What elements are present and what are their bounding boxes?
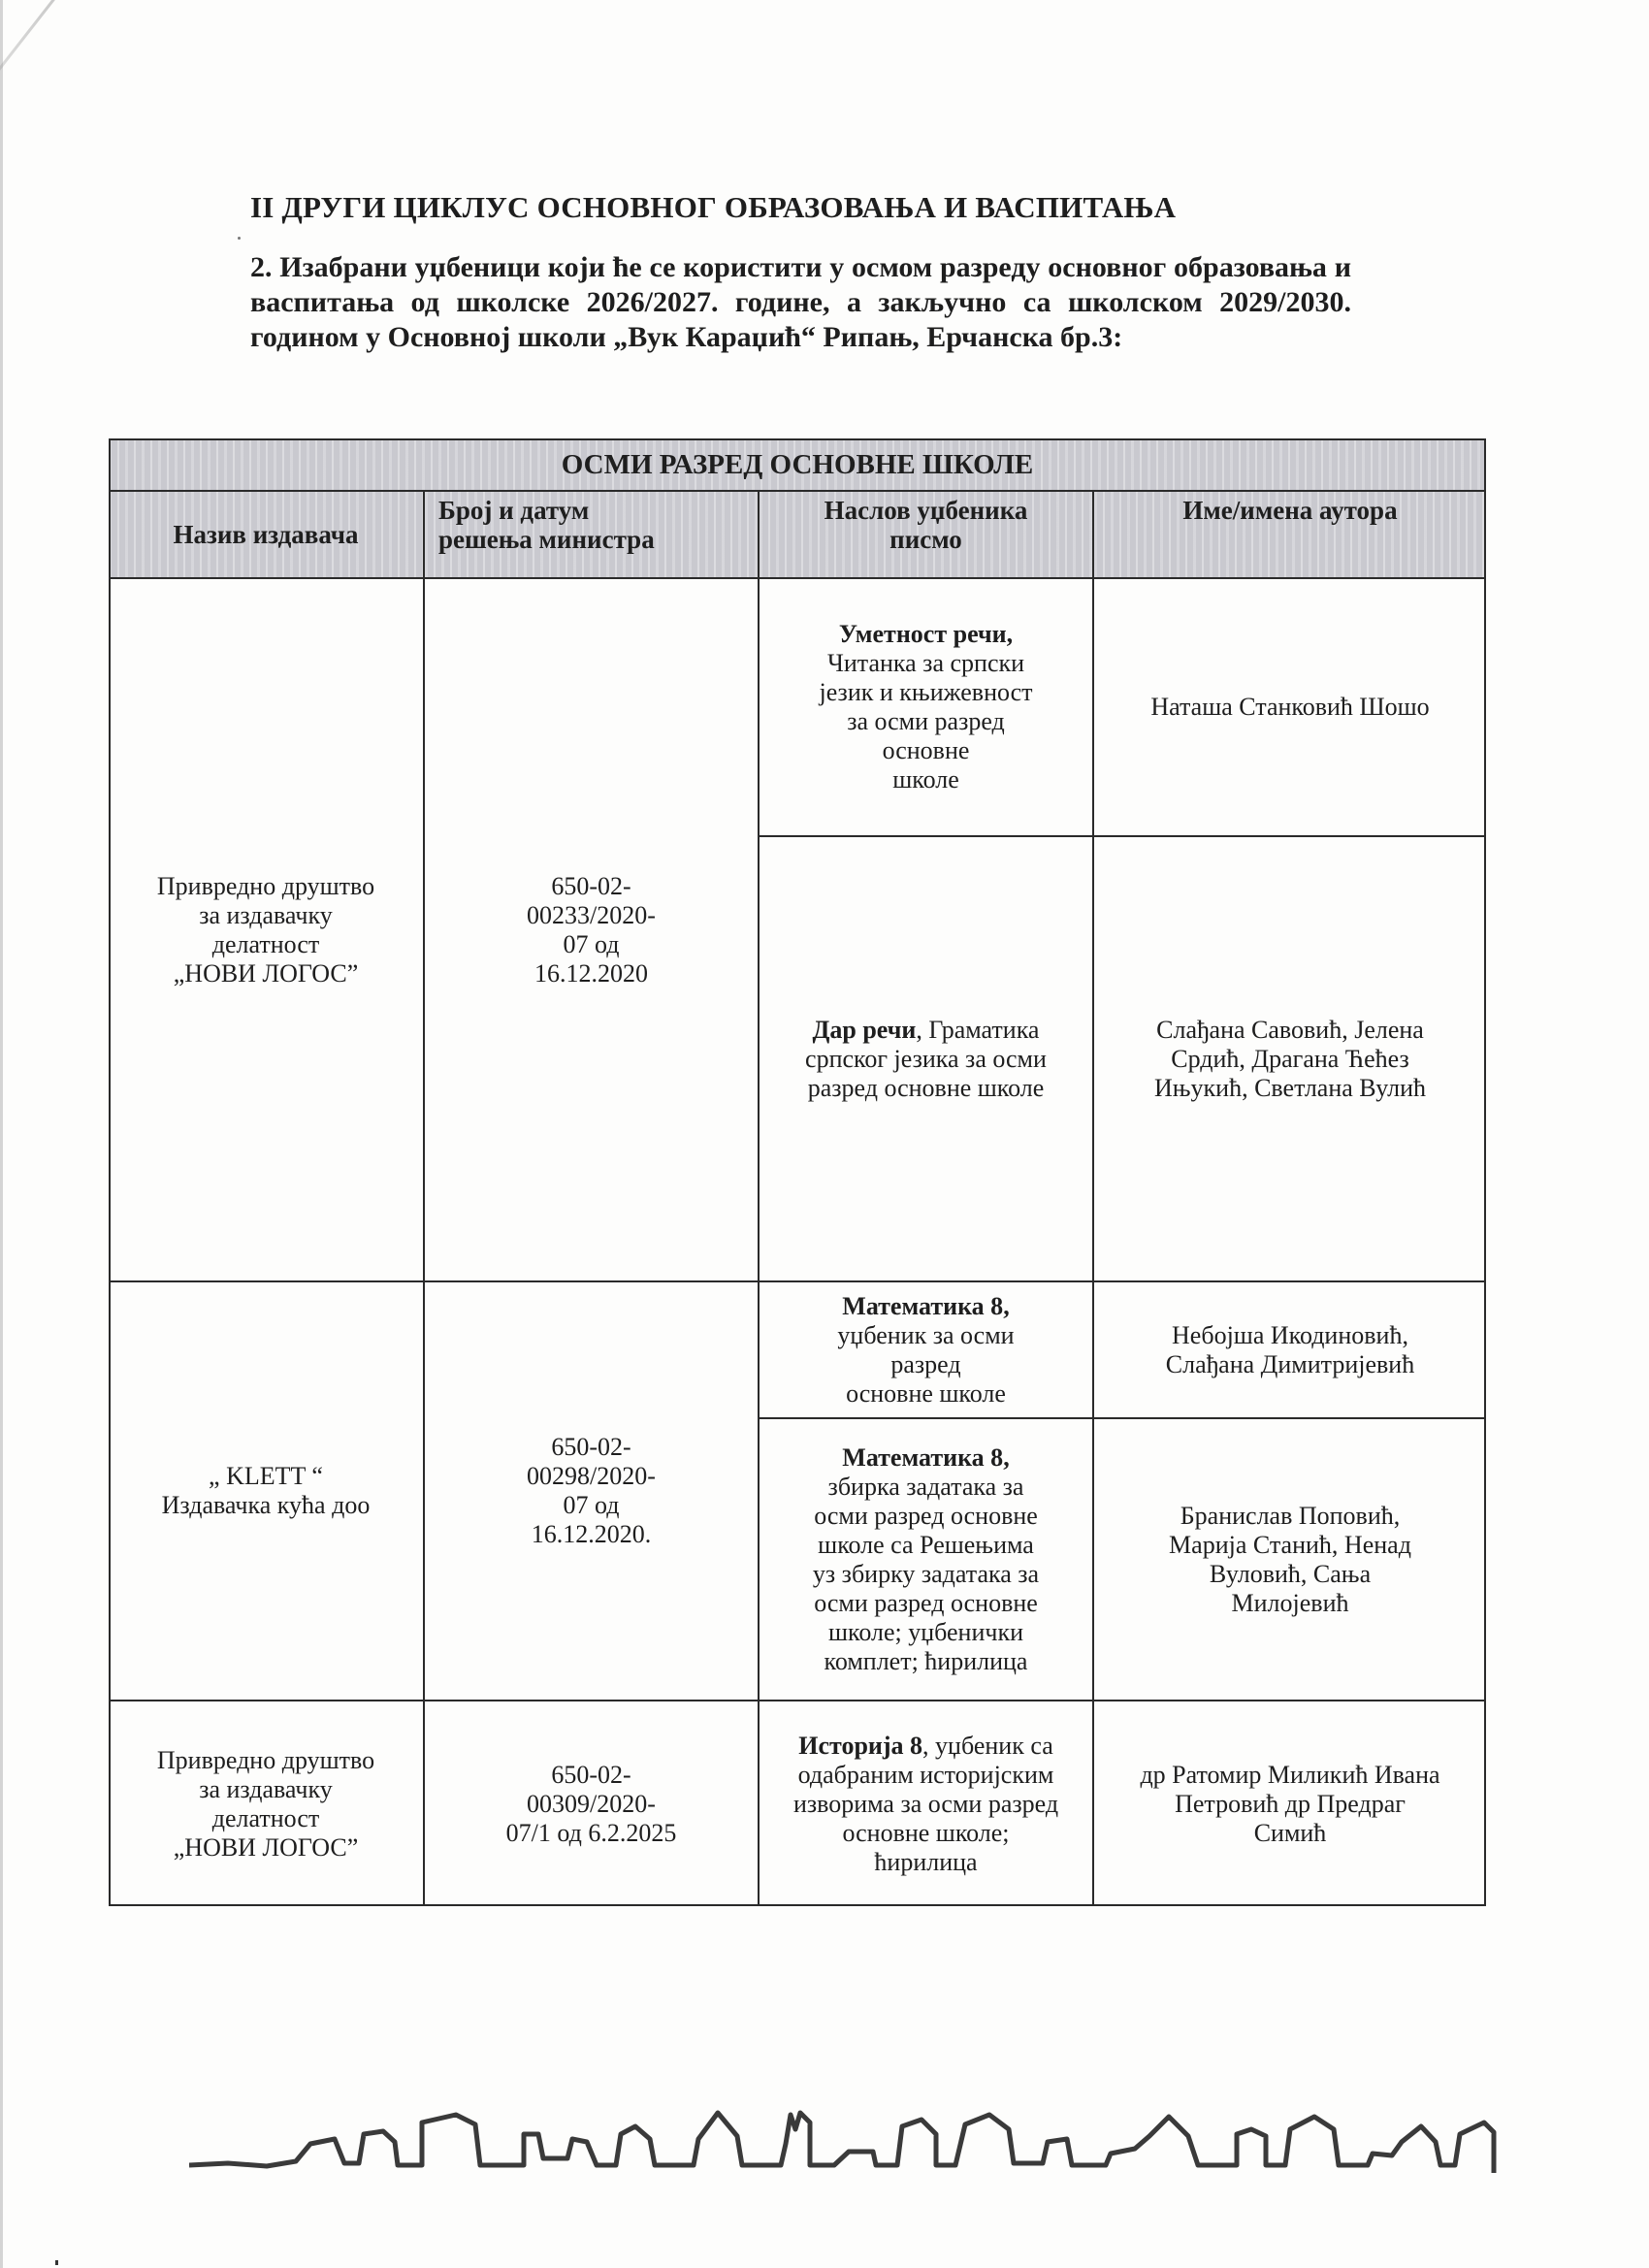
- publisher-line: „НОВИ ЛОГОС”: [173, 958, 359, 988]
- book-line: Читанка за српски: [826, 649, 1025, 677]
- header-publisher: Назив издавача: [109, 492, 425, 579]
- authors-cell: [1094, 1419, 1486, 1701]
- book-title-rest: ,: [1003, 1291, 1010, 1320]
- authors-cell: [1094, 579, 1486, 837]
- publisher-line: Издавачка кућа доо: [161, 1491, 371, 1519]
- book-title: [842, 1292, 1009, 1321]
- book-line: језик и књижевност: [819, 678, 1033, 706]
- publisher-line: за издавачку: [199, 900, 333, 929]
- author-line: Небојша Икодиновић,: [1172, 1320, 1408, 1349]
- book-title-bold: Математика 8: [842, 1291, 1004, 1320]
- book-line: комплет; ћирилица: [824, 1646, 1028, 1675]
- decision-line: 650-02-: [551, 1760, 631, 1789]
- book-cell: [760, 579, 1094, 837]
- book-line: разред основне школе: [807, 1073, 1045, 1102]
- book-line: разред: [890, 1349, 961, 1378]
- book-title-rest: , уџбеник са: [922, 1731, 1053, 1760]
- book-title: [813, 1016, 1040, 1045]
- table-title: ОСМИ РАЗРЕД ОСНОВНЕ ШКОЛЕ: [109, 438, 1486, 492]
- book-title: [839, 620, 1013, 649]
- header-book-line2: писмо: [889, 525, 962, 554]
- decision-line: 16.12.2020: [534, 958, 648, 988]
- book-line: осми разред основне: [814, 1588, 1038, 1617]
- intro-paragraph: 2. Изабрани уџбеници који ће се користити у осмом разреду основног образовања и васпитања од школске 2026/2027. године, а закључно са школском 2029/2030. годином у Основној школи „Вук Караџић“ Рипањ, Ерчанска бр.3:: [250, 251, 1351, 353]
- book-line: основне школе: [846, 1378, 1006, 1408]
- author-line: Симић: [1253, 1818, 1327, 1847]
- book-line: школе са Решењима: [818, 1530, 1034, 1559]
- author-line: Наташа Станковић Шошо: [1150, 693, 1430, 721]
- header-book-line1: Наслов уџбеника: [824, 496, 1028, 525]
- decision-line: 00298/2020-: [527, 1462, 656, 1490]
- book-cell: [760, 1419, 1094, 1701]
- author-line: Петровић др Предраг: [1175, 1789, 1406, 1818]
- author-line: Срдић, Драгана Ћећез: [1171, 1044, 1409, 1073]
- book-title-rest: ,: [1003, 1442, 1010, 1472]
- author-line: Милојевић: [1231, 1588, 1349, 1617]
- publisher-cell: [109, 1282, 425, 1701]
- header-book: [760, 492, 1094, 579]
- decision-line: 650-02-: [551, 871, 631, 900]
- book-line: школе: [892, 765, 959, 794]
- header-decision: [425, 492, 760, 579]
- author-line: Вуловић, Сања: [1209, 1559, 1372, 1588]
- skyline-border-graphic: [189, 2105, 1567, 2173]
- book-cell: [760, 1282, 1094, 1419]
- author-line: Ињукић, Светлана Вулић: [1153, 1073, 1427, 1102]
- book-cell: [760, 1701, 1094, 1906]
- decision-line: 07 од: [563, 929, 620, 958]
- authors-cell: [1094, 837, 1486, 1282]
- book-line: за осми разред: [847, 707, 1005, 735]
- book-line: одабраним историјским: [797, 1760, 1054, 1789]
- book-title-bold: Историја 8: [798, 1731, 923, 1760]
- book-line: осми разред основне: [814, 1501, 1038, 1530]
- book-line: уз збирку задатака за: [812, 1559, 1040, 1588]
- author-line: Слађана Савовић, Јелена: [1156, 1015, 1424, 1044]
- book-line: основне школе;: [842, 1818, 1010, 1847]
- decision-line: 07 од: [563, 1491, 620, 1519]
- book-line: школе; уџбенички: [827, 1617, 1024, 1646]
- book-line: српског језика за осми: [805, 1044, 1047, 1073]
- publisher-line: „ KLETT “: [209, 1462, 323, 1490]
- scan-left-edge: [0, 0, 3, 2268]
- book-line: основне: [882, 736, 970, 764]
- scan-speck: [55, 2260, 58, 2265]
- decision-cell: [425, 579, 760, 1282]
- decision-cell: [425, 1701, 760, 1906]
- author-line: Слађана Димитријевић: [1165, 1349, 1415, 1378]
- decision-line: 16.12.2020.: [531, 1520, 652, 1548]
- author-line: др Ратомир Миликић Ивана: [1140, 1760, 1440, 1789]
- publisher-line: Привредно друштво: [156, 871, 375, 900]
- author-line: Марија Станић, Ненад: [1169, 1530, 1411, 1559]
- decision-line: 650-02-: [551, 1433, 631, 1461]
- header-decision-line2: решења министра: [438, 525, 655, 554]
- book-title-bold: Дар речи: [812, 1015, 917, 1044]
- book-line: збирка задатака за: [827, 1472, 1024, 1501]
- publisher-line: „НОВИ ЛОГОС”: [173, 1832, 359, 1862]
- decision-line: 00309/2020-: [527, 1789, 656, 1818]
- decision-line: 00233/2020-: [527, 900, 656, 929]
- header-authors: Име/имена аутора: [1094, 492, 1486, 579]
- decision-cell: [425, 1282, 760, 1701]
- book-title-rest: ,: [1006, 620, 1014, 648]
- textbook-table: [109, 438, 1486, 1906]
- authors-cell: [1094, 1701, 1486, 1906]
- book-line: уџбеник за осми: [837, 1320, 1015, 1349]
- book-line: изворима за осми разред: [792, 1789, 1059, 1818]
- publisher-cell: [109, 1701, 425, 1906]
- authors-cell: [1094, 1282, 1486, 1419]
- book-title: [798, 1732, 1053, 1761]
- book-title-bold: Математика 8: [842, 1442, 1004, 1472]
- publisher-line: делатност: [211, 1803, 320, 1832]
- author-line: Бранислав Поповић,: [1180, 1501, 1401, 1530]
- book-title: [842, 1443, 1009, 1473]
- book-title-rest: , Граматика: [916, 1015, 1040, 1044]
- decision-line: 07/1 од 6.2.2025: [505, 1818, 677, 1847]
- publisher-line: делатност: [211, 929, 320, 958]
- publisher-line: за издавачку: [199, 1774, 333, 1803]
- section-heading: II ДРУГИ ЦИКЛУС ОСНОВНОГ ОБРАЗОВАЊА И ВАСПИТАЊА: [250, 190, 1177, 224]
- scan-fold-line: [0, 0, 213, 118]
- header-decision-line1: Број и датум: [438, 496, 590, 525]
- publisher-line: Привредно друштво: [156, 1745, 375, 1774]
- publisher-cell: [109, 579, 425, 1282]
- book-cell: [760, 837, 1094, 1282]
- book-line: ћирилица: [874, 1847, 978, 1876]
- book-title-bold: Уметност речи: [838, 620, 1007, 648]
- scan-speck: [238, 237, 241, 240]
